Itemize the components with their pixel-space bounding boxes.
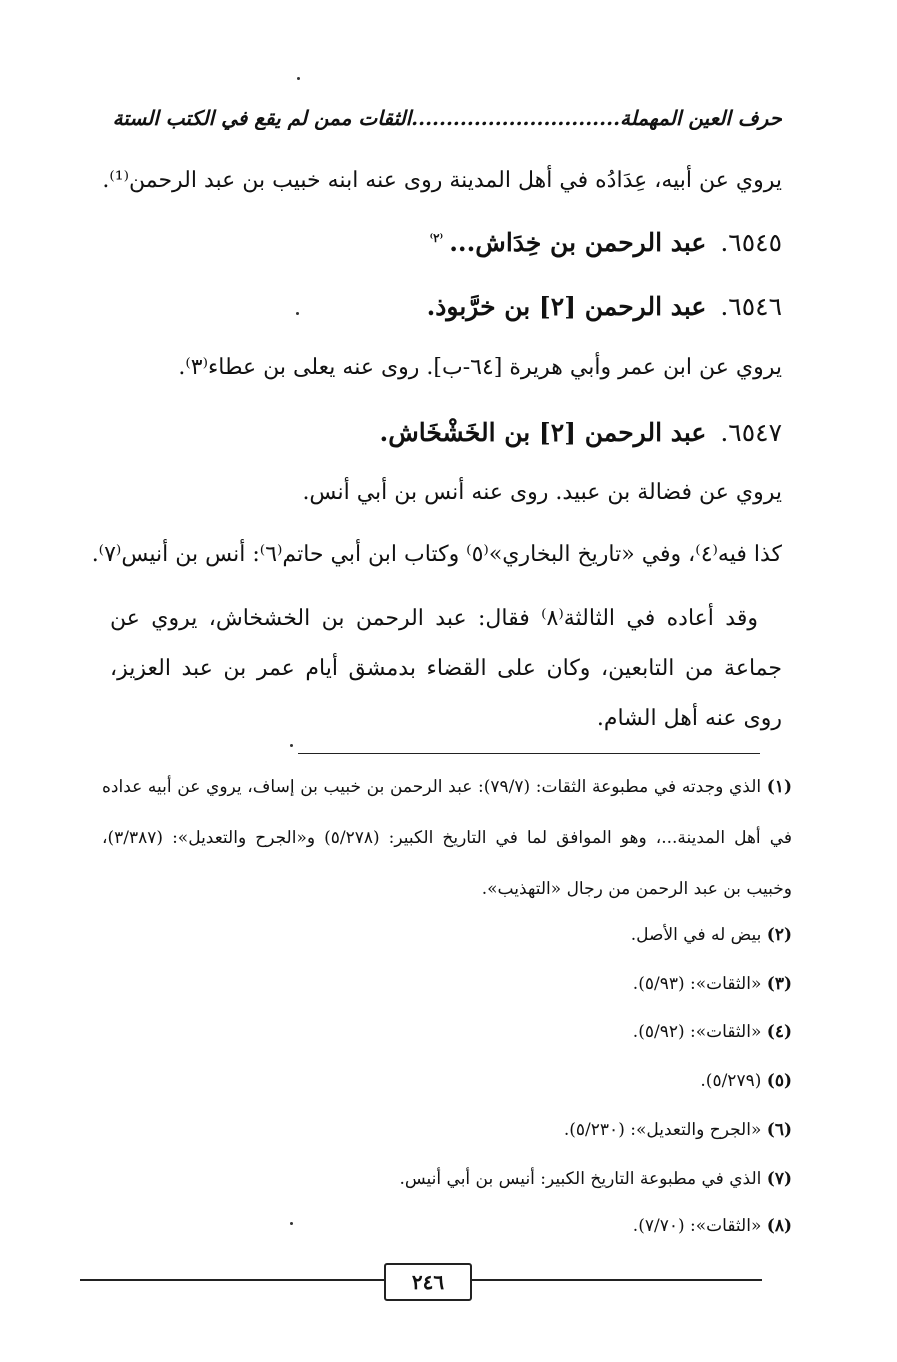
footnote-3 <box>102 974 792 994</box>
entry-name: عبد الرحمن بن خِدَاش... <box>449 228 707 257</box>
body-line-1: يروي عن أبيه، عِدَادُه في أهل المدينة روى عنه ابنه خبيب بن عبد الرحمن⁽¹⁾. <box>102 168 782 193</box>
footnote-mark: (٣) <box>766 974 792 994</box>
page-number: ٢٤٦ <box>384 1263 472 1301</box>
paragraph-text: وقد أعاده في الثالثة⁽٨⁾ فقال: عبد الرحمن بن الخشخاش، يروي عن جماعة من التابعين، وكان على القضاء بدمشق أيام عمر بن عبد العزيز، روى عنه أهل الشام. <box>110 606 782 731</box>
body-line-4: كذا فيه⁽٤⁾، وفي «تاريخ البخاري»⁽٥⁾ وكتاب ابن أبي حاتم⁽٦⁾: أنس بن أنيس⁽٧⁾. <box>91 542 782 567</box>
body-paragraph <box>110 594 782 744</box>
speck <box>297 77 300 80</box>
footnote-mark: (٨) <box>766 1216 792 1236</box>
speck <box>296 312 299 315</box>
body-line-2: يروي عن ابن عمر وأبي هريرة [٦٤-ب]. روى عنه يعلى بن عطاء⁽٣⁾. <box>178 355 782 380</box>
footnote-text: الذي في مطبوعة التاريخ الكبير: أنيس بن أبي أنيس. <box>399 1169 762 1189</box>
footnote-8 <box>102 1216 792 1236</box>
footnote-text: «الثقات»: (٥/٩٣). <box>632 974 762 994</box>
entry-6547 <box>112 418 782 447</box>
entry-note-mark: ⁽٢⁾ <box>429 230 444 245</box>
entry-6546 <box>112 292 782 321</box>
footnote-1 <box>102 762 792 915</box>
entry-number: ٦٥٤٦. <box>720 292 782 321</box>
entry-number: ٦٥٤٧. <box>720 418 782 447</box>
footnote-text: «الجرح والتعديل»: (٥/٢٣٠). <box>563 1120 762 1140</box>
footnote-5 <box>102 1071 792 1091</box>
footnote-4 <box>102 1022 792 1042</box>
footnote-mark: (٤) <box>766 1022 792 1042</box>
speck <box>290 744 293 747</box>
footnote-text: الذي وجدته في مطبوعة الثقات: (٧٩/٧): عبد الرحمن بن خبيب بن إساف، يروي عن أبيه عداده في أهل المدينة...، وهو الموافق لما في التاريخ الكبير: (٥/٢٧٨) و«الجرح والتعديل»: (٣/٣٨٧)، وخبيب بن عبد الرحمن من رجال «التهذيب». <box>102 777 792 899</box>
running-header: حرف العين المهملة..............................الثقات ممن لم يقع في الكتب الستة <box>112 106 782 130</box>
footnote-6 <box>102 1120 792 1140</box>
footnote-7 <box>102 1169 792 1189</box>
footnote-mark: (٢) <box>766 925 792 945</box>
footnote-mark: (٦) <box>766 1120 792 1140</box>
footnote-2 <box>102 925 792 945</box>
footnote-mark: (٥) <box>766 1071 792 1091</box>
footnote-mark: (١) <box>766 777 792 797</box>
body-line-3: يروي عن فضالة بن عبيد. روى عنه أنس بن أبي أنس. <box>302 480 782 505</box>
entry-name: عبد الرحمن [٢] بن خرَّبوذ. <box>426 292 707 321</box>
footnote-text: «الثقات»: (٥/٩٢). <box>632 1022 762 1042</box>
entry-name: عبد الرحمن [٢] بن الخَشْخَاش. <box>379 418 707 447</box>
entry-6545 <box>112 228 782 257</box>
footnote-text: «الثقات»: (٧/٧٠). <box>632 1216 762 1236</box>
footnote-text: (٥/٢٧٩). <box>700 1071 762 1091</box>
footnote-separator <box>298 753 760 754</box>
speck <box>290 1222 293 1225</box>
entry-number: ٦٥٤٥. <box>720 228 782 257</box>
footnote-mark: (٧) <box>766 1169 792 1189</box>
footnote-text: بيض له في الأصل. <box>630 925 762 945</box>
